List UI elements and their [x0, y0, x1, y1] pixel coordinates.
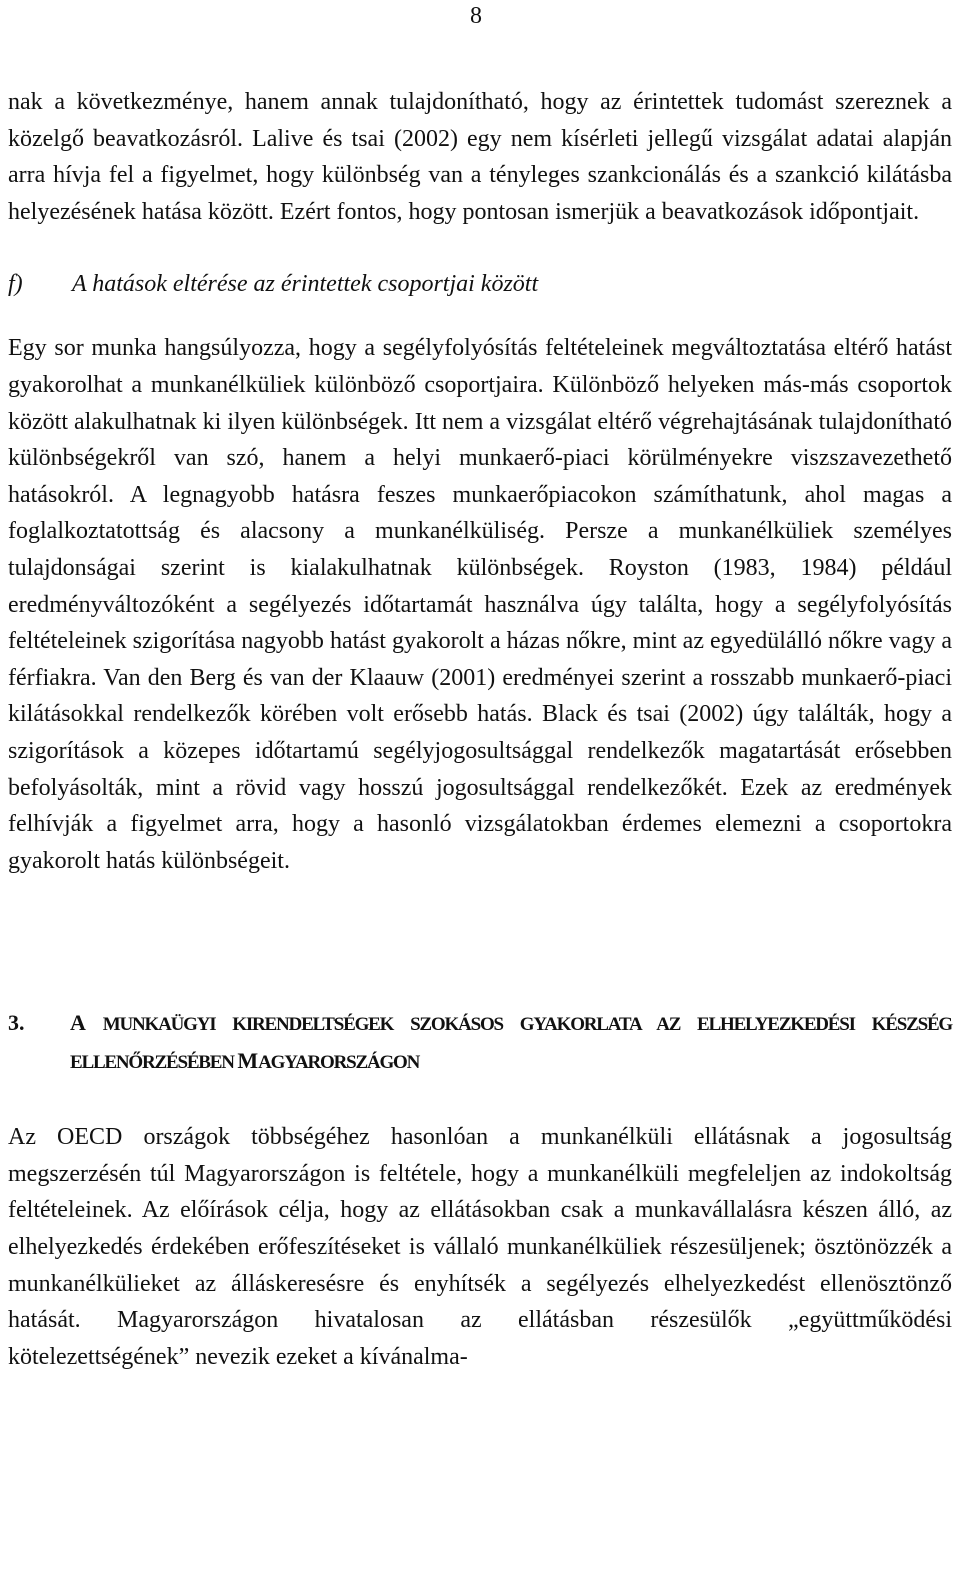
section-title-part-a: MUNKAÜGYI KIRENDELTSÉGEK SZOKÁSOS GYAKORLATA AZ ELHELYEZKEDÉSI KÉSZSÉG ELLENŐRZÉSÉBEN: [70, 1014, 952, 1074]
page-number: 8: [470, 3, 482, 29]
section-title-part-b: AGYARORSZÁGON: [258, 1052, 420, 1074]
subsection-heading: [8, 266, 952, 302]
subsection-marker: f): [8, 271, 23, 298]
section-title-initial-b: M: [237, 1048, 259, 1074]
page-content: [8, 84, 952, 1375]
section-number: 3.: [8, 1010, 25, 1036]
subsection-title: A hatások eltérése az érintettek csoportjai között: [72, 271, 539, 298]
section-title: [70, 1005, 952, 1081]
section-title-initial-a: A: [70, 1010, 86, 1036]
paragraph-intro: nak a következménye, hanem annak tulajdonítható, hogy az érintettek tudomást szereznek a közelgő beavatkozásról. Lalive és tsai (2002) egy nem kísérleti jellegű vizsgálat adatai alapján arra hívja fel a figyelmet, hogy különbség van a tényleges szankcionálás és a szankció kilátásba helyezésének hatása között. Ezért fontos, hogy pontosan ismerjük a beavatkozások időpontjait.: [8, 89, 952, 225]
paragraph-oecd: Az OECD országok többségéhez hasonlóan a munkanélküli ellátásnak a jogosultság megszerzésén túl Magyarországon is feltétele, hogy a munkanélküli megfeleljen az indokoltság feltételeinek. Az előírások célja, hogy az ellátásokban csak a munkavállalásra készen álló, az elhelyezkedés érdekében erőfeszítéseket is vállaló munkanélküliek részesüljenek; ösztönözzék a munkanélkülieket az álláskeresésre és enyhítsék a segélyezés elhelyezkedést ellenösztönző hatását. Magyarországon hivatalosan az ellátásban részesülők „együttműködési kötelezettségének” nevezik ezeket a kívánalma-: [8, 1124, 952, 1370]
section-heading: [8, 1005, 952, 1081]
paragraph-group-effects: Egy sor munka hangsúlyozza, hogy a segélyfolyósítás feltételeinek megváltoztatása eltérő hatást gyakorolhat a munkanélküliek különböző csoportjaira. Különböző helyeken más-más csoportok között alakulhatnak ki ilyen különbségek. Itt nem a vizsgálat eltérő végrehajtásának tulajdonítható különbségekről van szó, hanem a helyi munkaerő-piaci körülményekre viszszavezethető hatásokról. A legnagyobb hatásra feszes munkaerőpiacokon számíthatunk, ahol magas a foglalkoztatottság és alacsony a munkanélküliség. Persze a munkanélküliek személyes tulajdonságai szerint is kialakulhatnak különbségek. Royston (1983, 1984) például eredményváltozóként a segélyezés időtartamát használva úgy találta, hogy a segélyfolyósítás feltételeinek szigorítása nagyobb hatást gyakorolt a házas nőkre, mint az egyedülálló nőkre vagy a férfiakra. Van den Berg és van der Klaauw (2001) eredményei szerint a rosszabb munkaerő-piaci kilátásokkal rendelkezők körében volt erősebb hatás. Black és tsai (2002) úgy találták, hogy a szigorítások a közepes időtartamú segélyjogosultsággal rendelkezők magatartását erősebben befolyásolták, mint a rövid vagy hosszú jogosultsággal rendelkezőkét. Ezek az eredmények felhívják a figyelmet arra, hogy a hasonló vizsgálatokban érdemes elemezni a csoportokra gyakorolt hatás különbségeit.: [8, 335, 952, 874]
